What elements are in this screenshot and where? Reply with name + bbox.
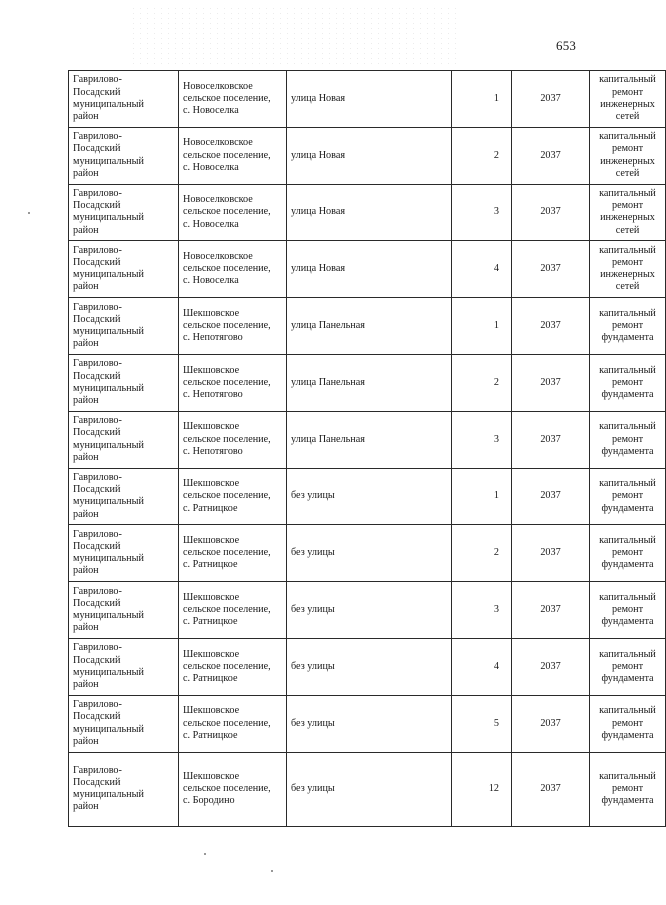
- settlement-cell: [179, 298, 287, 355]
- house-number-cell-text: 3: [493, 433, 499, 445]
- year-cell: [512, 695, 590, 752]
- street-cell-text: без улицы: [291, 717, 335, 729]
- house-number-cell: [452, 695, 512, 752]
- settlement-cell: [179, 354, 287, 411]
- district-cell: [69, 695, 179, 752]
- scan-speck: [271, 870, 273, 872]
- page-number: 653: [556, 38, 577, 53]
- house-number-cell-text: 1: [493, 92, 499, 104]
- district-cell: [69, 354, 179, 411]
- year-cell: [512, 298, 590, 355]
- district-cell-text: Гаврилово- Посадский муниципальный район: [73, 358, 144, 407]
- work-type-cell: [590, 298, 666, 355]
- house-number-cell: [452, 411, 512, 468]
- district-cell-text: Гаврилово- Посадский муниципальный район: [73, 472, 144, 520]
- work-type-cell-text: капитальный ремонт фундамента: [599, 591, 656, 628]
- table-row: [69, 241, 666, 298]
- house-number-cell: [452, 525, 512, 582]
- district-cell-text: Гаврилово- Посадский муниципальный район: [73, 699, 144, 747]
- table-row: [69, 298, 666, 355]
- work-type-cell-text: капитальный ремонт фундамента: [599, 364, 656, 400]
- table-row: [69, 127, 666, 184]
- work-type-cell: [590, 241, 666, 298]
- settlement-cell-text: Шекшовское сельское поселение, с. Ратницкое: [183, 534, 271, 571]
- street-cell: [287, 71, 452, 128]
- district-cell: [69, 184, 179, 241]
- street-cell-text: без улицы: [291, 782, 335, 794]
- year-cell-text: 2037: [540, 660, 561, 672]
- work-type-cell-text: капитальный ремонт фундамента: [599, 307, 656, 344]
- scan-speck: [204, 853, 206, 855]
- scan-speck: [28, 212, 30, 214]
- settlement-cell-text: Шекшовское сельское поселение, с. Ратницкое: [183, 705, 271, 741]
- house-number-cell: [452, 354, 512, 411]
- district-cell-text: Гаврилово- Посадский муниципальный район: [73, 131, 144, 179]
- year-cell-text: 2037: [540, 782, 561, 794]
- settlement-cell: [179, 525, 287, 582]
- house-number-cell: [452, 127, 512, 184]
- work-type-cell-text: капитальный ремонт фундамента: [599, 705, 656, 741]
- settlement-cell: [179, 71, 287, 128]
- year-cell-text: 2037: [540, 547, 561, 559]
- year-cell: [512, 241, 590, 298]
- street-cell: [287, 241, 452, 298]
- settlement-cell-text: Шекшовское сельское поселение, с. Непотягово: [183, 307, 271, 344]
- house-number-cell-text: 2: [493, 149, 499, 161]
- work-type-cell: [590, 184, 666, 241]
- district-cell: [69, 241, 179, 298]
- district-cell: [69, 127, 179, 184]
- table-row: [69, 411, 666, 468]
- district-cell-text: Гаврилово- Посадский муниципальный район: [73, 74, 144, 123]
- street-cell: [287, 468, 452, 525]
- work-type-cell-text: капитальный ремонт фундамента: [599, 478, 656, 514]
- work-type-cell: [590, 752, 666, 826]
- settlement-cell: [179, 752, 287, 826]
- settlement-cell-text: Новоселковское сельское поселение, с. Новоселка: [183, 194, 271, 230]
- work-type-cell-text: капитальный ремонт инженерных сетей: [599, 188, 656, 236]
- settlement-cell-text: Шекшовское сельское поселение, с. Ратницкое: [183, 478, 271, 514]
- street-cell-text: улица Панельная: [291, 433, 365, 445]
- house-number-cell: [452, 298, 512, 355]
- district-cell-text: Гаврилово- Посадский муниципальный район: [73, 188, 144, 236]
- year-cell-text: 2037: [540, 263, 561, 275]
- house-number-cell: [452, 582, 512, 639]
- street-cell: [287, 298, 452, 355]
- settlement-cell: [179, 184, 287, 241]
- house-number-cell-text: 3: [493, 206, 499, 218]
- year-cell-text: 2037: [540, 603, 561, 615]
- work-type-cell: [590, 525, 666, 582]
- year-cell: [512, 752, 590, 826]
- street-cell-text: улица Панельная: [291, 376, 365, 388]
- work-type-cell-text: капитальный ремонт фундамента: [599, 770, 656, 807]
- settlement-cell: [179, 582, 287, 639]
- street-cell: [287, 638, 452, 695]
- year-cell: [512, 354, 590, 411]
- work-type-cell: [590, 695, 666, 752]
- house-number-cell: [452, 71, 512, 128]
- house-number-cell-text: 1: [493, 319, 499, 331]
- district-cell-text: Гаврилово- Посадский муниципальный район: [73, 415, 144, 463]
- street-cell: [287, 184, 452, 241]
- district-cell-text: Гаврилово- Посадский муниципальный район: [73, 301, 144, 350]
- house-number-cell-text: 2: [493, 547, 499, 559]
- district-cell-text: Гаврилово- Посадский муниципальный район: [73, 244, 144, 293]
- street-cell-text: улица Новая: [291, 263, 346, 275]
- street-cell-text: без улицы: [291, 660, 335, 672]
- settlement-cell-text: Шекшовское сельское поселение, с. Непотягово: [183, 364, 271, 400]
- year-cell-text: 2037: [540, 376, 561, 388]
- work-type-cell-text: капитальный ремонт инженерных сетей: [599, 74, 656, 123]
- table-row: [69, 582, 666, 639]
- settlement-cell-text: Шекшовское сельское поселение, с. Непотягово: [183, 421, 271, 457]
- table-row: [69, 71, 666, 128]
- settlement-cell-text: Новоселковское сельское поселение, с. Новоселка: [183, 137, 271, 173]
- street-cell: [287, 354, 452, 411]
- year-cell-text: 2037: [540, 92, 561, 104]
- year-cell-text: 2037: [540, 206, 561, 218]
- house-number-cell-text: 4: [493, 660, 499, 672]
- year-cell-text: 2037: [540, 319, 561, 331]
- street-cell: [287, 695, 452, 752]
- street-cell-text: без улицы: [291, 603, 335, 615]
- house-number-cell-text: 12: [488, 782, 499, 794]
- house-number-cell: [452, 184, 512, 241]
- work-type-cell-text: капитальный ремонт инженерных сетей: [599, 131, 656, 179]
- settlement-cell-text: Шекшовское сельское поселение, с. Ратницкое: [183, 591, 271, 628]
- house-number-cell-text: 4: [493, 263, 499, 275]
- district-cell: [69, 525, 179, 582]
- street-cell-text: улица Новая: [291, 206, 346, 218]
- settlement-cell: [179, 468, 287, 525]
- settlement-cell-text: Шекшовское сельское поселение, с. Бородино: [183, 770, 271, 807]
- year-cell-text: 2037: [540, 490, 561, 502]
- settlement-cell-text: Шекшовское сельское поселение, с. Ратницкое: [183, 648, 271, 684]
- settlement-cell-text: Новоселковское сельское поселение, с. Новоселка: [183, 80, 271, 116]
- street-cell: [287, 127, 452, 184]
- settlement-cell: [179, 411, 287, 468]
- street-cell: [287, 752, 452, 826]
- work-type-cell: [590, 638, 666, 695]
- house-number-cell: [452, 241, 512, 298]
- work-type-cell-text: капитальный ремонт инженерных сетей: [599, 244, 656, 293]
- house-number-cell: [452, 468, 512, 525]
- table-row: [69, 638, 666, 695]
- year-cell: [512, 184, 590, 241]
- table-row: [69, 184, 666, 241]
- settlement-cell: [179, 241, 287, 298]
- settlement-cell: [179, 695, 287, 752]
- street-cell-text: улица Новая: [291, 149, 346, 161]
- work-type-cell: [590, 354, 666, 411]
- district-cell: [69, 71, 179, 128]
- work-type-cell: [590, 468, 666, 525]
- house-number-cell-text: 3: [493, 603, 499, 615]
- house-number-cell: [452, 638, 512, 695]
- settlement-cell: [179, 127, 287, 184]
- works-table-body: [69, 71, 666, 827]
- table-row: [69, 695, 666, 752]
- district-cell-text: Гаврилово- Посадский муниципальный район: [73, 764, 144, 813]
- settlement-cell-text: Новоселковское сельское поселение, с. Новоселка: [183, 250, 271, 287]
- district-cell-text: Гаврилово- Посадский муниципальный район: [73, 585, 144, 634]
- district-cell: [69, 411, 179, 468]
- year-cell: [512, 411, 590, 468]
- work-type-cell: [590, 127, 666, 184]
- year-cell: [512, 525, 590, 582]
- table-row: [69, 525, 666, 582]
- street-cell: [287, 411, 452, 468]
- year-cell: [512, 638, 590, 695]
- street-cell-text: улица Панельная: [291, 319, 365, 331]
- street-cell: [287, 582, 452, 639]
- table-row: [69, 468, 666, 525]
- year-cell: [512, 71, 590, 128]
- house-number-cell: [452, 752, 512, 826]
- district-cell: [69, 298, 179, 355]
- year-cell: [512, 127, 590, 184]
- table-row: [69, 752, 666, 826]
- district-cell: [69, 582, 179, 639]
- district-cell: [69, 468, 179, 525]
- scan-noise: [130, 6, 460, 66]
- table-row: [69, 354, 666, 411]
- year-cell: [512, 468, 590, 525]
- year-cell-text: 2037: [540, 717, 561, 729]
- district-cell-text: Гаврилово- Посадский муниципальный район: [73, 528, 144, 577]
- street-cell-text: улица Новая: [291, 92, 346, 104]
- street-cell: [287, 525, 452, 582]
- house-number-cell-text: 2: [493, 376, 499, 388]
- year-cell: [512, 582, 590, 639]
- work-type-cell-text: капитальный ремонт фундамента: [599, 648, 656, 684]
- works-table: [68, 70, 666, 827]
- district-cell: [69, 752, 179, 826]
- street-cell-text: без улицы: [291, 547, 335, 559]
- street-cell-text: без улицы: [291, 490, 335, 502]
- house-number-cell-text: 1: [493, 490, 499, 502]
- year-cell-text: 2037: [540, 149, 561, 161]
- work-type-cell: [590, 582, 666, 639]
- work-type-cell-text: капитальный ремонт фундамента: [599, 421, 656, 457]
- house-number-cell-text: 5: [493, 717, 499, 729]
- work-type-cell: [590, 411, 666, 468]
- works-table-container: [68, 70, 656, 827]
- work-type-cell: [590, 71, 666, 128]
- year-cell-text: 2037: [540, 433, 561, 445]
- settlement-cell: [179, 638, 287, 695]
- work-type-cell-text: капитальный ремонт фундамента: [599, 534, 656, 571]
- district-cell: [69, 638, 179, 695]
- district-cell-text: Гаврилово- Посадский муниципальный район: [73, 642, 144, 691]
